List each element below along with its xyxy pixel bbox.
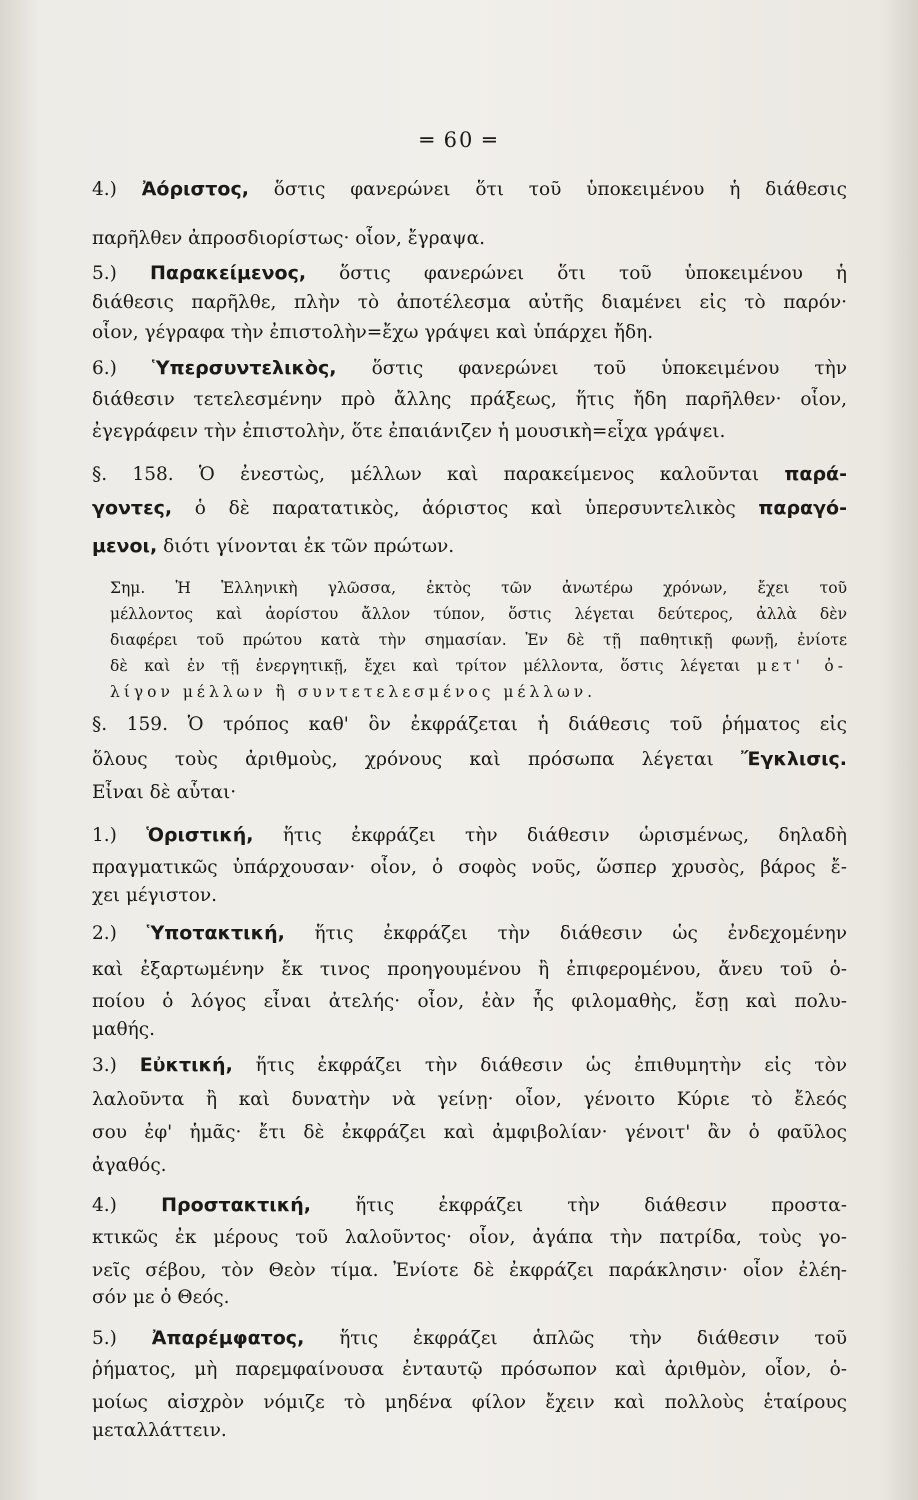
text-segment: σου ἐφ' ἡμᾶς· ἔτι δὲ ἐκφράζει καὶ ἀμφιβολίαν· γένοιτ' ἂν ὁ φαῦλος <box>92 1122 847 1143</box>
text-segment: ποίου ὁ λόγος εἶναι ἀτελής· οἷον, ἐὰν ἧς φιλομαθὴς, ἔσῃ καὶ πολυ- <box>92 991 847 1012</box>
bold-term: παρά- <box>784 463 847 485</box>
text-line <box>92 290 847 316</box>
text-segment: διαφέρει τοῦ πρώτου κατὰ τὴν σημασίαν. Ἐν δὲ τῇ παθητικῇ φωνῇ, ἐνίοτε <box>110 631 847 649</box>
text-line <box>110 679 847 705</box>
text-segment: μαθής. <box>92 1019 155 1040</box>
text-line <box>92 957 847 983</box>
text-line <box>110 653 847 679</box>
text-segment: §. 159. Ὁ τρόπος καθ' ὃν ἐκφράζεται ἡ διάθεσις τοῦ ῥήματος εἰς <box>92 714 847 735</box>
bold-term: Ἔγκλισις. <box>741 748 847 770</box>
text-line <box>92 1052 847 1079</box>
text-segment: 5.) <box>92 263 150 284</box>
text-segment: οἷον, γέγραφα τὴν ἐπιστολὴν=ἔχω γράψει καὶ ὑπάρχει ἤδη. <box>92 322 654 343</box>
text-line <box>110 575 847 601</box>
text-line <box>92 387 847 413</box>
text-segment: ὁ δὲ παρατατικὸς, ἀόριστος καὶ ὑπερσυντελικὸς <box>172 498 759 519</box>
text-segment: λαλοῦντα ἢ καὶ δυνατὴν νὰ γείνῃ· οἷον, γένοιτο Κύριε τὸ ἔλεός <box>92 1089 847 1110</box>
bold-term: παραγό- <box>758 497 847 519</box>
text-line <box>92 989 847 1015</box>
text-line <box>92 780 847 806</box>
text-segment: 4.) <box>92 1195 162 1216</box>
text-segment: ἥτις ἐκφράζει τὴν διάθεσιν προστα- <box>310 1195 847 1216</box>
text-line <box>92 1017 847 1043</box>
text-segment: μοίως αἰσχρὸν νόμιζε τὸ μηδένα φίλον ἔχειν καὶ πολλοὺς ἑταίρους <box>92 1392 847 1413</box>
bold-term: Εὐκτική, <box>139 1054 233 1076</box>
text-line <box>92 1418 847 1444</box>
text-line <box>92 260 847 287</box>
text-segment: παρῆλθεν ἀπροσδιορίστως· οἷον, ἔγραψα. <box>92 228 485 249</box>
text-line <box>92 1285 847 1311</box>
text-segment: 1.) <box>92 825 147 846</box>
text-line <box>92 495 847 522</box>
text-line <box>92 1258 847 1284</box>
text-segment: ἥτις ἐκφράζει τὴν διάθεσιν ὡς ἐνδεχομένην <box>284 923 847 944</box>
text-line <box>92 1357 847 1383</box>
text-line <box>92 746 847 773</box>
text-line <box>110 627 847 653</box>
text-segment: 2.) <box>92 923 147 944</box>
text-segment: ὅστις φανερώνει ὅτι τοῦ ὑποκειμένου ἡ <box>306 263 847 284</box>
bold-term: Ἀπαρέμφατος, <box>151 1327 305 1349</box>
text-segment: δὲ καὶ ἐν τῇ ἐνεργητικῇ, ἔχει καὶ τρίτον μέλλοντα, ὅστις λέγεται <box>110 657 757 675</box>
text-line <box>92 461 847 488</box>
text-line <box>92 1153 847 1179</box>
bold-term: Ὑπερσυντελικὸς, <box>151 357 337 379</box>
text-segment: ὅστις φανερώνει ὅτι τοῦ ὑποκειμένου ἡ διάθεσις <box>248 179 847 200</box>
text-segment: ἐγεγράφειν τὴν ἐπιστολὴν, ὅτε ἐπαιάνιζεν ἡ μουσικὴ=εἶχα γράψει. <box>92 421 726 442</box>
text-line <box>92 1120 847 1146</box>
text-line <box>92 1390 847 1416</box>
text-segment: Εἶναι δὲ αὗται· <box>92 782 237 803</box>
text-line <box>92 883 847 909</box>
text-segment: 5.) <box>92 1328 152 1349</box>
text-segment: ἥτις ἐκφράζει τὴν διάθεσιν ὡρισμένως, δηλαδὴ <box>253 825 847 846</box>
text-segment: §. 158. Ὁ ἐνεστὼς, μέλλων καὶ παρακείμενος καλοῦνται <box>92 464 785 485</box>
text-segment: Σημ. Ἡ Ἑλληνικὴ γλῶσσα, ἐκτὸς τῶν ἀνωτέρω χρόνων, ἔχει τοῦ <box>110 579 847 597</box>
text-segment: διάθεσις παρῆλθε, πλὴν τὸ ἀποτέλεσμα αὐτῆς διαμένει εἰς τὸ παρόν· <box>92 292 847 313</box>
text-segment: ὅλους τοὺς ἀριθμοὺς, χρόνους καὶ πρόσωπα λέγεται <box>92 749 742 770</box>
text-line <box>92 1225 847 1251</box>
text-line <box>92 419 847 445</box>
text-segment: διότι γίνονται ἐκ τῶν πρώτων. <box>157 536 455 557</box>
text-segment: μετ' ὀ- <box>756 657 847 675</box>
text-segment: ἀγαθός. <box>92 1155 167 1176</box>
text-line <box>92 855 847 881</box>
text-segment: νεῖς σέβου, τὸν Θεὸν τίμα. Ἐνίοτε δὲ ἐκφράζει παράκλησιν· οἷον ἐλέη- <box>92 1260 847 1281</box>
text-line <box>92 355 847 382</box>
text-segment: κτικῶς ἐκ μέρους τοῦ λαλοῦντος· οἷον, ἀγάπα τὴν πατρίδα, τοὺς γο- <box>92 1227 847 1248</box>
text-segment: χει μέγιστον. <box>92 885 217 906</box>
text-line <box>92 320 847 346</box>
bold-term: Παρακείμενος, <box>149 262 307 284</box>
text-line <box>92 176 847 203</box>
text-segment: μέλλοντος καὶ ἀορίστου ἄλλον τύπον, ὅστις λέγεται δεύτερος, ἀλλὰ δὲν <box>110 605 847 623</box>
text-segment: ῥήματος, μὴ παρεμφαίνουσα ἐνταυτῷ πρόσωπον καὶ ἀριθμὸν, οἷον, ὁ- <box>92 1359 847 1380</box>
text-line <box>92 1192 847 1219</box>
bold-term: Ἀόριστος, <box>141 178 249 200</box>
text-line <box>92 226 847 252</box>
text-segment: πραγματικῶς ὑπάρχουσαν· οἷον, ὁ σοφὸς νοῦς, ὥσπερ χρυσὸς, βάρος ἔ- <box>92 857 847 878</box>
text-line <box>92 1087 847 1113</box>
bold-term: Προστακτική, <box>161 1194 311 1216</box>
bold-term: Ὁριστική, <box>146 824 254 846</box>
text-line <box>110 601 847 627</box>
bold-term: μενοι, <box>92 535 158 557</box>
text-segment: μεταλλάττειν. <box>92 1420 227 1441</box>
text-line <box>92 533 847 560</box>
text-segment: 6.) <box>92 358 152 379</box>
bold-term: γοντες, <box>92 497 173 519</box>
text-segment: καὶ ἐξαρτωμένην ἔκ τινος προηγουμένου ἢ ἐπιφερομένου, ἄνευ τοῦ ὁ- <box>92 959 847 980</box>
text-segment: σόν με ὁ Θεός. <box>92 1287 230 1308</box>
text-line <box>92 920 847 947</box>
text-segment: λίγον μέλλων ἢ συντετελεσμένος μέλλων. <box>110 683 597 701</box>
text-segment: 4.) <box>92 179 142 200</box>
text-segment: ἥτις ἐκφράζει τὴν διάθεσιν ὡς ἐπιθυμητὴν εἰς τὸν <box>232 1055 847 1076</box>
text-line <box>92 712 847 738</box>
text-line <box>92 1325 847 1352</box>
text-segment: ἥτις ἐκφράζει ἁπλῶς τὴν διάθεσιν τοῦ <box>304 1328 847 1349</box>
text-line <box>92 822 847 849</box>
bold-term: Ὑποτακτική, <box>146 922 285 944</box>
page-number: ═ 60 ═ <box>420 128 498 152</box>
text-segment: διάθεσιν τετελεσμένην πρὸ ἄλλης πράξεως, ἥτις ἤδη παρῆλθεν· οἷον, <box>92 389 847 410</box>
text-segment: 3.) <box>92 1055 140 1076</box>
text-segment: ὅστις φανερώνει τοῦ ὑποκειμένου τὴν <box>336 358 847 379</box>
